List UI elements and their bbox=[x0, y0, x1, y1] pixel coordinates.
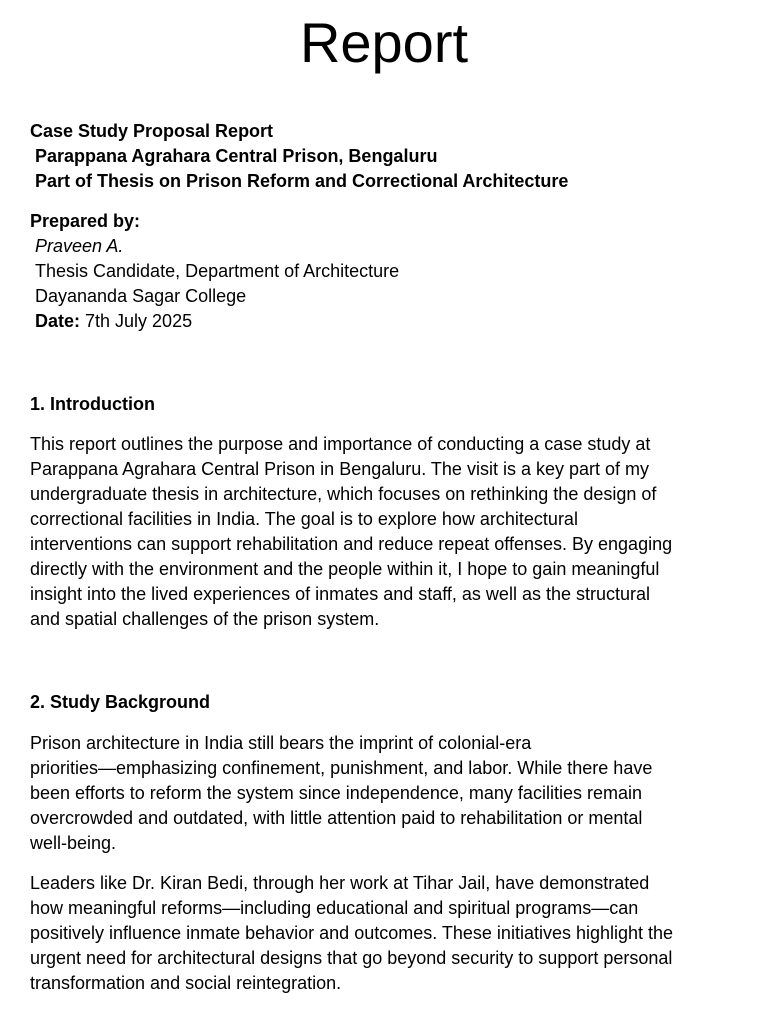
paragraph-line: Parappana Agrahara Central Prison in Bengaluru. The visit is a key part of my bbox=[30, 459, 649, 479]
introduction-paragraph bbox=[30, 432, 740, 632]
report-header bbox=[30, 119, 750, 194]
date-line bbox=[30, 309, 750, 334]
background-paragraph-1 bbox=[30, 731, 740, 856]
document-title: Report bbox=[299, 11, 469, 74]
background-paragraph-2 bbox=[30, 871, 740, 996]
paragraph-line: Leaders like Dr. Kiran Bedi, through her work at Tihar Jail, have demonstrated bbox=[30, 873, 650, 893]
paragraph-line: been efforts to reform the system since independence, many facilities remain bbox=[30, 783, 642, 803]
author-college: Dayananda Sagar College bbox=[35, 286, 247, 306]
date-label: Date: bbox=[35, 311, 81, 331]
paragraph-line: Prison architecture in India still bears the imprint of colonial-era bbox=[30, 733, 532, 753]
section-heading-introduction: 1. Introduction bbox=[30, 394, 155, 414]
paragraph-line: correctional facilities in India. The goal is to explore how architectural bbox=[30, 509, 578, 529]
section-heading-background: 2. Study Background bbox=[30, 692, 211, 712]
paragraph-line: transformation and social reintegration. bbox=[30, 973, 342, 993]
paragraph-line: positively influence inmate behavior and outcomes. These initiatives highlight the bbox=[30, 923, 674, 943]
paragraph-line: and spatial challenges of the prison system. bbox=[30, 609, 380, 629]
paragraph-line: undergraduate thesis in architecture, which focuses on rethinking the design of bbox=[30, 484, 657, 504]
paragraph-line: how meaningful reforms—including educational and spiritual programs—can bbox=[30, 898, 639, 918]
report-context: Part of Thesis on Prison Reform and Correctional Architecture bbox=[35, 171, 569, 191]
author-name: Praveen A. bbox=[35, 236, 124, 256]
paragraph-line: insight into the lived experiences of inmates and staff, as well as the structural bbox=[30, 584, 650, 604]
report-type: Case Study Proposal Report bbox=[30, 121, 274, 141]
author-role: Thesis Candidate, Department of Architecture bbox=[35, 261, 400, 281]
report-subject: Parappana Agrahara Central Prison, Bengaluru bbox=[35, 146, 438, 166]
paragraph-line: directly with the environment and the people within it, I hope to gain meaningful bbox=[30, 559, 660, 579]
paragraph-line: This report outlines the purpose and importance of conducting a case study at bbox=[30, 434, 651, 454]
prepared-by-label: Prepared by: bbox=[30, 211, 141, 231]
paragraph-line: priorities—emphasizing confinement, punishment, and labor. While there have bbox=[30, 758, 653, 778]
prepared-by-block bbox=[30, 209, 750, 334]
paragraph-line: well-being. bbox=[30, 833, 117, 853]
paragraph-line: overcrowded and outdated, with little attention paid to rehabilitation or mental bbox=[30, 808, 643, 828]
paragraph-line: interventions can support rehabilitation and reduce repeat offenses. By engaging bbox=[30, 534, 673, 554]
date-value: 7th July 2025 bbox=[80, 311, 193, 331]
paragraph-line: urgent need for architectural designs that go beyond security to support personal bbox=[30, 948, 673, 968]
